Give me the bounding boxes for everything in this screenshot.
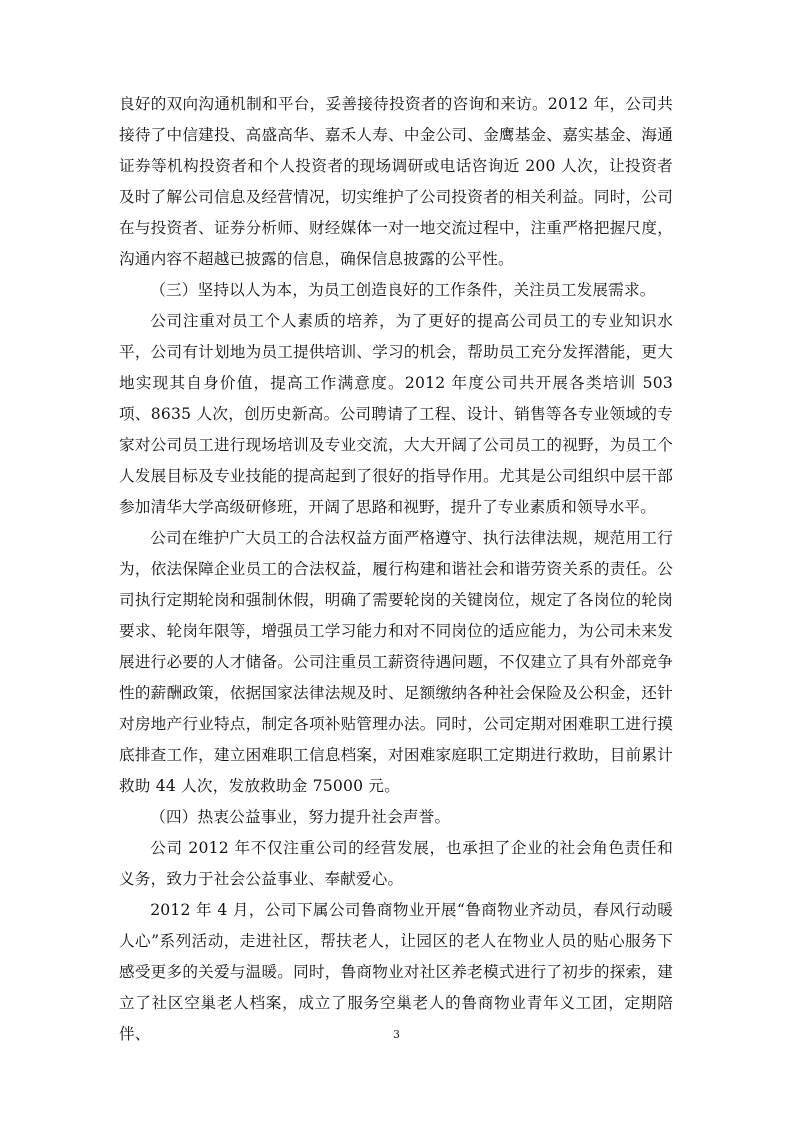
paragraph-social-responsibility: 公司 2012 年不仅注重公司的经营发展，也承担了企业的社会角色责任和义务，致力于社会公益事业、奉献爱心。 — [119, 839, 673, 888]
paragraph-staff-training: 公司注重对员工个人素质的培养，为了更好的提高公司员工的专业知识水平，公司有计划地为员工提供培训、学习的机会，帮助员工充分发挥潜能，更大地实现其自身价值，提高工作满意度。2012 年度公司共开展各类培训 503 项、8635 人次，创历史新高。公司聘请了工程、设计、销售等各专业领域的专家对公司员工进行现场培训及专业交流，大大开阔了公司员工的视野，为员工个人发展目标及专业技能的提高起到了很好的指导作用。尤其是公司组织中层干部参加清华大学高级研修班，开阔了思路和视野，提升了专业素质和领导水平。 — [119, 312, 673, 516]
section-heading-three: （三）坚持以人为本，为员工创造良好的工作条件，关注员工发展需求。 — [150, 281, 656, 299]
paragraph-investor-communication: 良好的双向沟通机制和平台，妥善接待投资者的咨询和来访。2012 年，公司共接待了中信建投、高盛高华、嘉禾人寿、中金公司、金鹰基金、嘉实基金、海通证券等机构投资者和个人投资者的现场调研或电话咨询近 200 人次，让投资者及时了解公司信息及经营情况，切实维护了公司投资者的相关利益。同时，公司在与投资者、证券分析师、财经媒体一对一地交流过程中，注重严格把握尺度，沟通内容不超越已披露的信息，确保信息披露的公平性。 — [119, 95, 673, 268]
section-heading-four: （四）热衷公益事业，努力提升社会声誉。 — [150, 808, 451, 826]
paragraph-community-activity: 2012 年 4 月，公司下属公司鲁商物业开展“鲁商物业齐动员，春风行动暖人心”系列活动，走进社区，帮扶老人，让园区的老人在物业人员的贴心服务下感受更多的关爱与温暖。同时，鲁商物业对社区养老模式进行了初步的探索，建立了社区空巢老人档案，成立了服务空巢老人的鲁商物业青年义工团，定期陪伴、 — [119, 901, 673, 1043]
document-body — [119, 89, 673, 1050]
paragraph-staff-rights: 公司在维护广大员工的合法权益方面严格遵守、执行法律法规，规范用工行为，依法保障企业员工的合法权益，履行构建和谐社会和谐劳资关系的责任。公司执行定期轮岗和强制休假，明确了需要轮岗的关键岗位，规定了各岗位的轮岗要求、轮岗年限等，增强员工学习能力和对不同岗位的适应能力，为公司未来发展进行必要的人才储备。公司注重员工薪资待遇问题，不仅建立了具有外部竞争性的薪酬政策，依据国家法律法规及时、足额缴纳各种社会保险及公积金，还针对房地产行业特点，制定各项补贴管理办法。同时，公司定期对困难职工进行摸底排查工作，建立困难职工信息档案，对困难家庭职工定期进行救助，目前累计救助 44 人次，发放救助金 75000 元。 — [119, 529, 673, 795]
page-number: 3 — [393, 1028, 400, 1041]
